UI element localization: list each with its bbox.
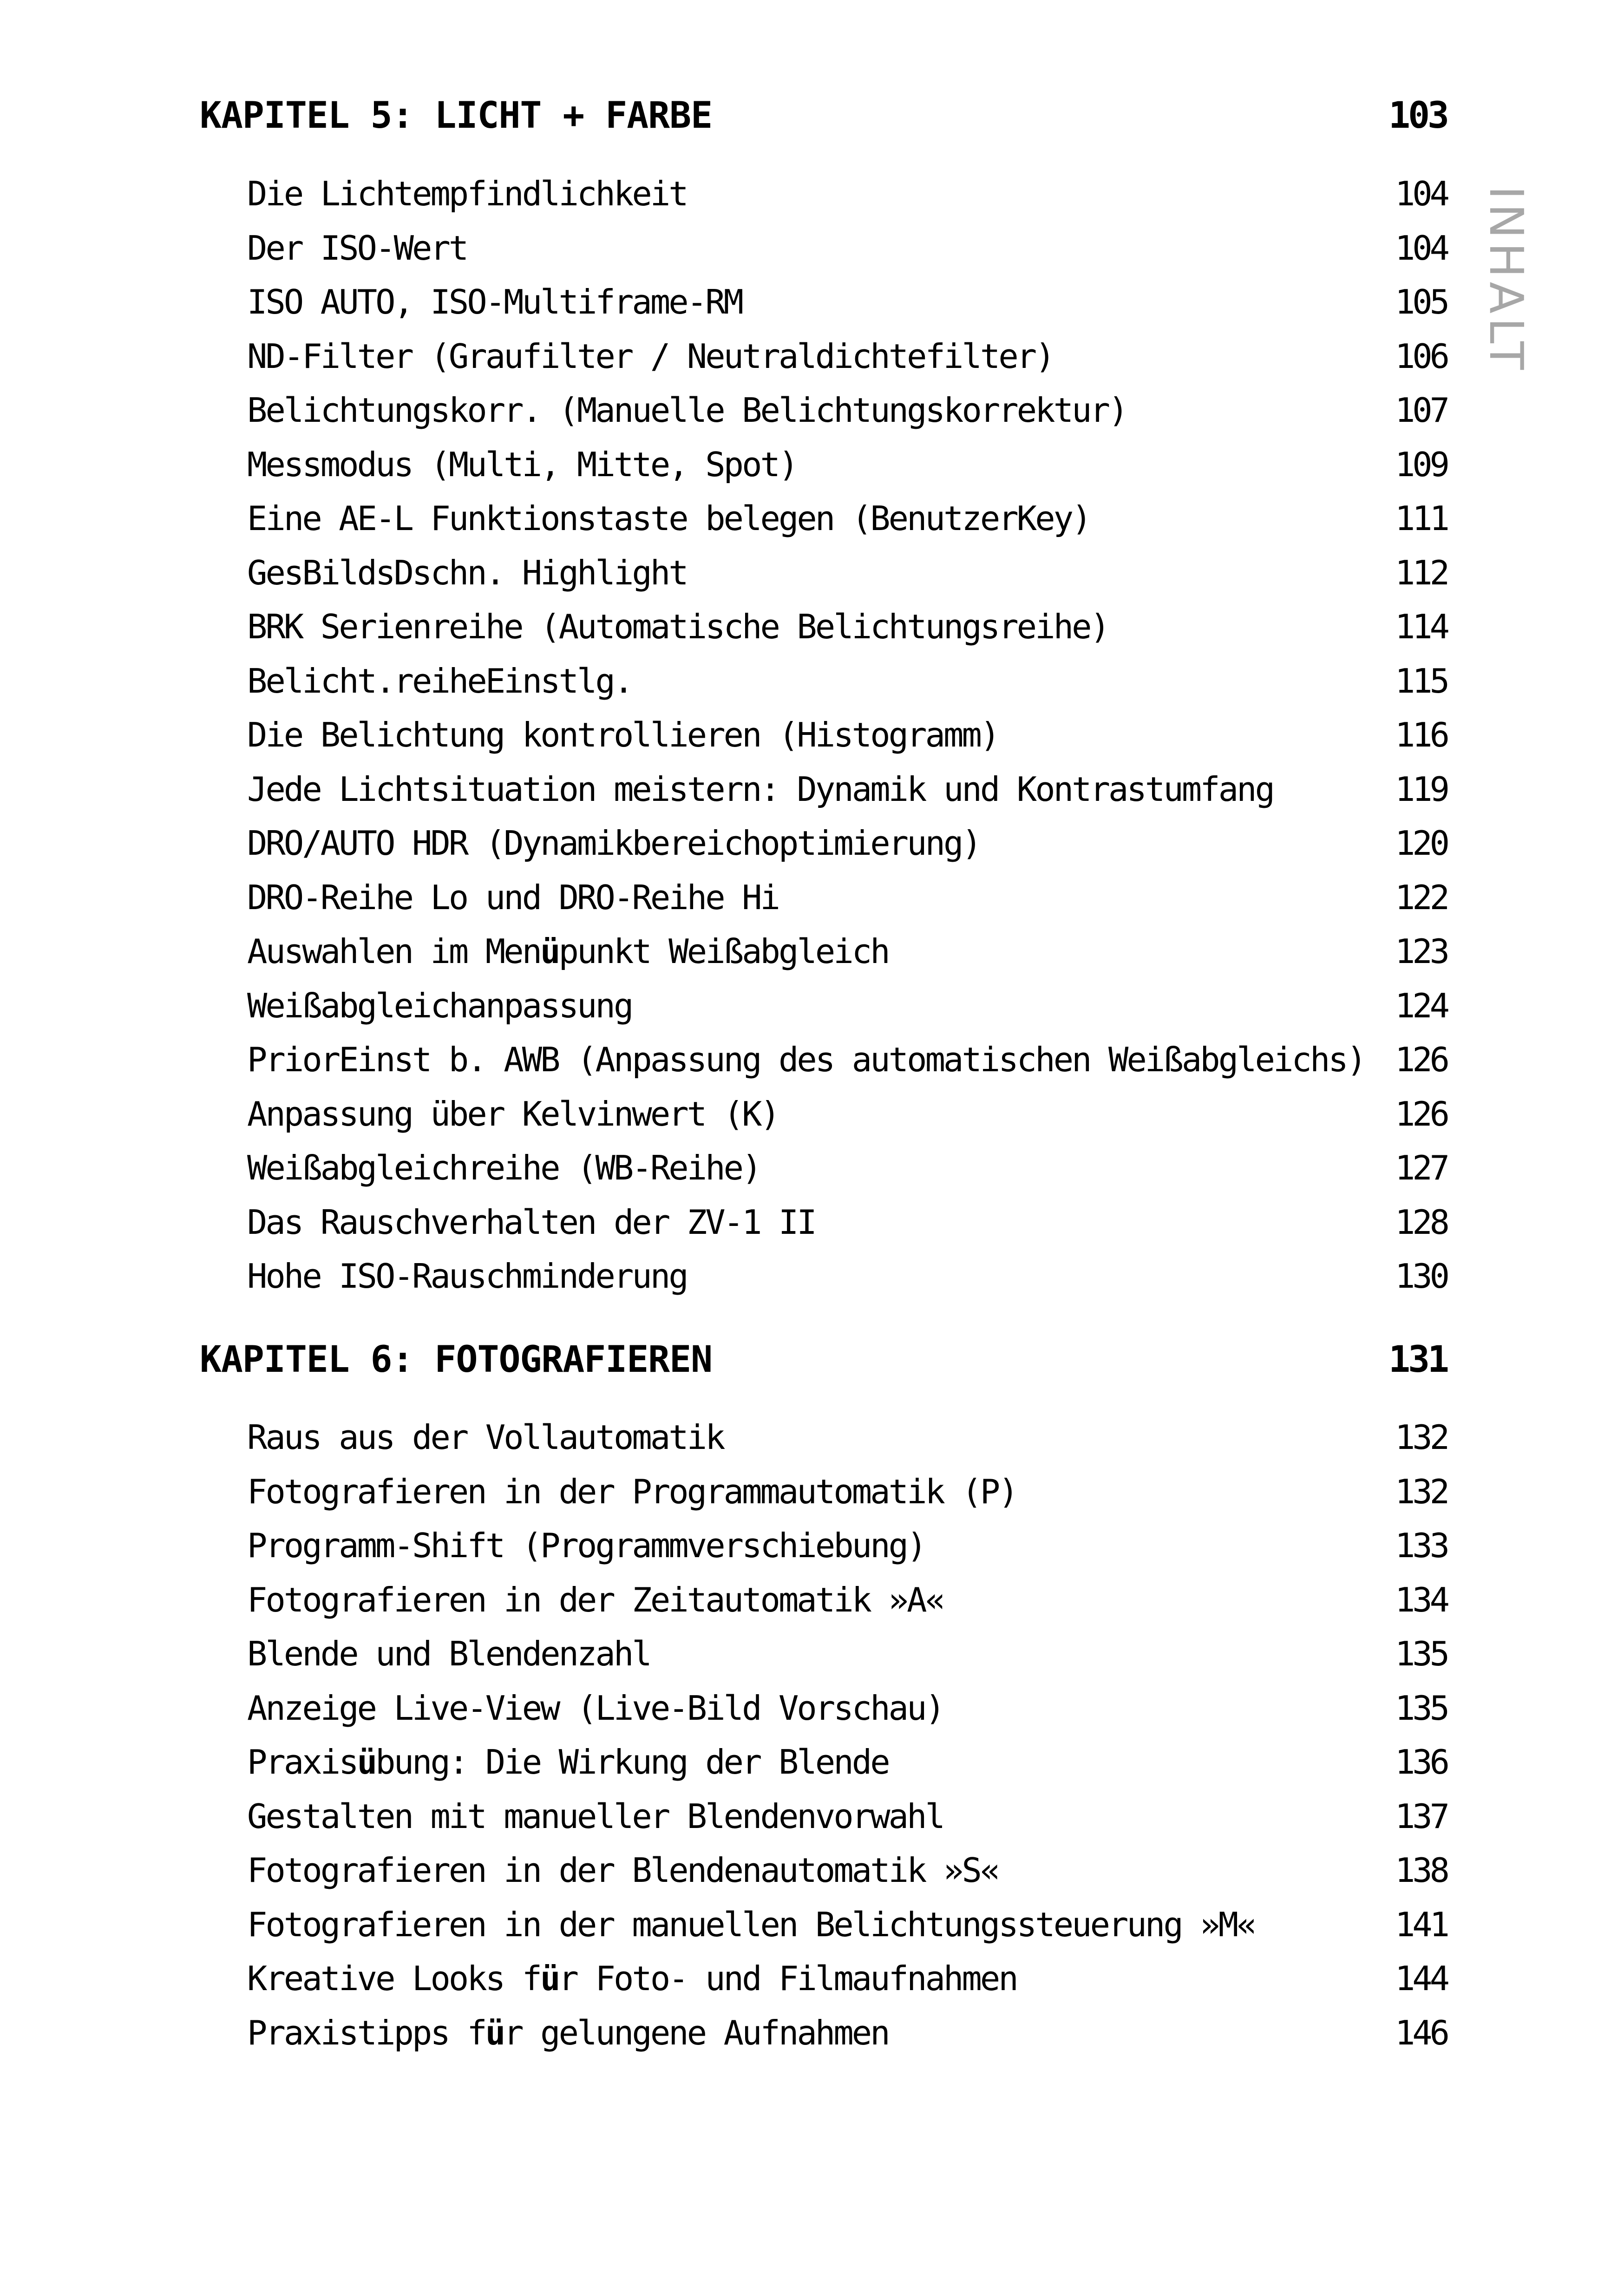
toc-entry-page: 137 [1395,1796,1447,1836]
toc-entry-page: 135 [1395,1688,1447,1728]
toc-row [247,174,1447,213]
toc-row [247,1959,1447,1998]
toc-row [247,1580,1447,1619]
toc-row [247,1094,1447,1133]
toc-entry-title: ISO AUTO, ISO-Multiframe-RM [247,282,742,321]
toc-row [247,607,1447,646]
toc-row [247,1148,1447,1187]
substituted-umlaut: ü [357,1743,376,1782]
chapter-heading-title: KAPITEL 6: FOTOGRAFIEREN [200,1339,713,1381]
toc-entry-title: Hohe ISO-Rauschminderung [247,1257,687,1296]
toc-entry-page: 104 [1395,228,1447,268]
toc-row [247,878,1447,917]
chapter-heading-row [200,95,1447,137]
toc-entry-title: BRK Serienreihe (Automatische Belichtungsreihe) [247,607,1109,646]
toc-entry-page: 138 [1395,1851,1447,1890]
toc-entry-title: Gestalten mit manueller Blendenvorwahl [247,1796,944,1836]
toc-entry-title: Jede Lichtsituation meistern: Dynamik und Kontrastumfang [247,769,1274,809]
toc-entry-title: Fotografieren in der Programmautomatik (P) [247,1472,1017,1511]
toc-row [247,499,1447,538]
toc-entry-page: 136 [1395,1743,1447,1782]
toc-entry-page: 133 [1395,1526,1447,1565]
toc-entry-page: 130 [1395,1257,1447,1296]
toc-row [247,769,1447,809]
toc-entry-page: 123 [1395,932,1447,971]
toc-entry-page: 104 [1395,174,1447,213]
toc-entry-title: Blende und Blendenzahl [247,1634,650,1673]
toc-row [247,553,1447,592]
toc-row [247,445,1447,484]
toc-entry-title: Kreative Looks für Foto- und Filmaufnahmen [247,1959,1017,1998]
toc-entry-title: Weißabgleichanpassung [247,986,632,1025]
toc-row [247,824,1447,863]
toc-entry-title: Eine AE-L Funktionstaste belegen (BenutzerKey) [247,499,1090,538]
toc-row [247,1472,1447,1511]
toc-entry-page: 132 [1395,1418,1447,1457]
substituted-umlaut: ü [540,932,559,971]
toc-entry-page: 114 [1395,607,1447,646]
toc-entry-page: 126 [1395,1094,1447,1133]
toc-entry-title: Raus aus der Vollautomatik [247,1418,724,1457]
toc-entry-title: Programm-Shift (Programmverschiebung) [247,1526,925,1565]
toc-entry-page: 112 [1395,553,1447,592]
toc-entry-page: 146 [1395,2013,1447,2052]
toc-entry-title: Die Belichtung kontrollieren (Histogramm) [247,715,999,754]
toc-row [247,1634,1447,1673]
toc-entry-title: Anpassung über Kelvinwert (K) [247,1094,779,1133]
toc-row [247,1202,1447,1242]
toc-entry-page: 128 [1395,1202,1447,1242]
toc-row [247,2013,1447,2052]
toc-entry-page: 144 [1395,1959,1447,1998]
toc-entry-title: Praxistipps für gelungene Aufnahmen [247,2013,889,2052]
toc-entry-title: Der ISO-Wert [247,228,467,268]
toc-entry-title: Anzeige Live-View (Live-Bild Vorschau) [247,1688,944,1728]
toc-entry-title: Auswahlen im Menüpunkt Weißabgleich [247,932,889,971]
toc-entry-title: Das Rauschverhalten der ZV-1 II [247,1202,815,1242]
toc-entry-page: 115 [1395,661,1447,701]
toc-row [247,1526,1447,1565]
toc-entry-page: 107 [1395,391,1447,430]
chapter-heading-title: KAPITEL 5: LICHT + FARBE [200,95,713,137]
toc-row [247,1905,1447,1944]
toc-row [247,932,1447,971]
chapter-heading-page: 131 [1388,1339,1447,1381]
toc-entry-title: DRO/AUTO HDR (Dynamikbereichoptimierung) [247,824,980,863]
toc-entry-title: Fotografieren in der Blendenautomatik »S« [247,1851,999,1890]
toc-row [247,391,1447,430]
toc-entry-title: PriorEinst b. AWB (Anpassung des automatischen Weißabgleichs) [247,1040,1365,1079]
toc-entry-page: 105 [1395,282,1447,321]
substituted-umlaut: ü [540,1959,559,1998]
toc-entry-page: 122 [1395,878,1447,917]
toc-entry-page: 127 [1395,1148,1447,1187]
toc-entry-page: 132 [1395,1472,1447,1511]
toc-entry-page: 119 [1395,769,1447,809]
toc-entry-title: Fotografieren in der manuellen Belichtungssteuerung »M« [247,1905,1255,1944]
toc-row [247,986,1447,1025]
toc-entry-title: Fotografieren in der Zeitautomatik »A« [247,1580,944,1619]
toc-row [247,1040,1447,1079]
toc-row [247,661,1447,701]
toc-entry-title: DRO-Reihe Lo und DRO-Reihe Hi [247,878,779,917]
toc-entry-page: 106 [1395,336,1447,376]
toc-entry-page: 141 [1395,1905,1447,1944]
toc-entry-title: Praxisübung: Die Wirkung der Blende [247,1743,889,1782]
toc-row [247,1257,1447,1296]
toc-entry-page: 111 [1395,499,1447,538]
toc-entry-page: 109 [1395,445,1447,484]
toc-entry-page: 120 [1395,824,1447,863]
toc-entry-page: 134 [1395,1580,1447,1619]
toc-entry-title: Messmodus (Multi, Mitte, Spot) [247,445,797,484]
toc-entry-page: 126 [1395,1040,1447,1079]
toc-entry-title: ND-Filter (Graufilter / Neutraldichtefilter) [247,336,1054,376]
toc-entry-title: Weißabgleichreihe (WB-Reihe) [247,1148,760,1187]
toc-row [247,1688,1447,1728]
toc-row [247,1743,1447,1782]
toc-row [247,1418,1447,1457]
toc-entry-title: Belicht.reiheEinstlg. [247,661,632,701]
toc-entry-title: GesBildsDschn. Highlight [247,553,687,592]
toc-entry-title: Belichtungskorr. (Manuelle Belichtungskorrektur) [247,391,1127,430]
toc-row [247,336,1447,376]
toc-entry-page: 135 [1395,1634,1447,1673]
toc-row [247,282,1447,321]
toc-entry-page: 116 [1395,715,1447,754]
chapter-heading-page: 103 [1388,95,1447,137]
toc-row [247,1851,1447,1890]
toc-entry-title: Die Lichtempfindlichkeit [247,174,687,213]
toc-row [247,1796,1447,1836]
toc-row [247,715,1447,754]
inhalt-side-label: INHALT [1479,186,1533,374]
substituted-umlaut: ü [485,2013,504,2052]
toc-entry-page: 124 [1395,986,1447,1025]
toc-row [247,228,1447,268]
chapter-heading-row [200,1339,1447,1381]
